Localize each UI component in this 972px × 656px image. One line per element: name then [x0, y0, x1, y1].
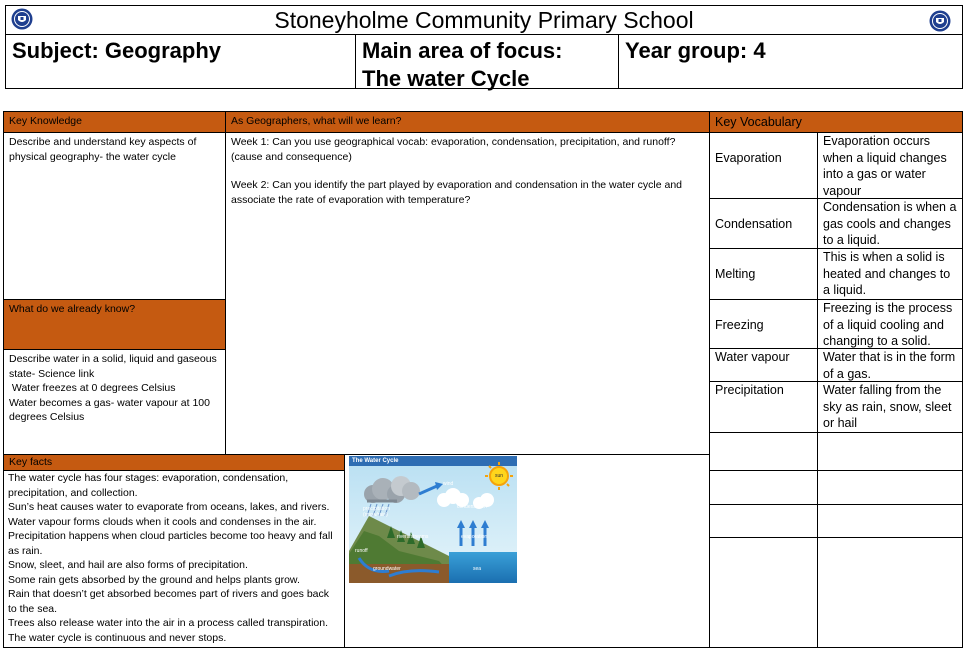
- already-know-body: [3, 349, 226, 455]
- vocab-term: Freezing: [709, 299, 818, 349]
- vocab-empty-cell: [709, 504, 818, 538]
- learn-week-2: Week 2: Can you identify the part played by evaporation and condensation in the water cycle and associate the rate of evaporation with temperature?: [231, 179, 683, 206]
- vocab-empty-cell: [709, 537, 818, 648]
- header-title-box: [5, 5, 963, 35]
- focus-cell: [355, 34, 619, 89]
- vocab-definition: Evaporation occurs when a liquid changes into a gas or water vapour: [817, 132, 963, 199]
- vocab-empty-cell: [709, 432, 818, 471]
- already-know-heading: What do we already know?: [3, 299, 226, 350]
- label-sea: sea: [473, 566, 482, 572]
- label-sun: sun: [495, 473, 504, 479]
- subject-label: Subject: Geography: [12, 38, 222, 63]
- label-condensation: condensation: [457, 504, 487, 510]
- already-know-line: Water freezes at 0 degrees Celsius: [9, 382, 176, 394]
- school-name: Stoneyholme Community Primary School: [274, 7, 694, 33]
- focus-line-2: The water Cycle: [362, 66, 530, 91]
- key-fact: Snow, sleet, and hail are also forms of precipitation.: [8, 559, 248, 571]
- key-fact: Trees also release water into the air in a process called transpiration.: [8, 617, 329, 629]
- key-fact: Some rain gets absorbed by the ground and helps plants grow.: [8, 573, 300, 586]
- key-knowledge-text: Describe and understand key aspects of physical geography- the water cycle: [3, 132, 226, 300]
- school-crest-icon-left: [11, 8, 33, 30]
- key-facts-heading: Key facts: [3, 454, 345, 471]
- label-wind: wind: [443, 481, 454, 487]
- vocab-empty-cell: [817, 432, 963, 471]
- already-know-line: Water becomes a gas- water vapour at 100 degrees Celsius: [9, 396, 210, 423]
- vocab-empty-cell: [817, 537, 963, 648]
- key-fact: Water vapour forms clouds when it cools and condenses in the air.: [8, 515, 317, 528]
- label-groundwater: groundwater: [373, 566, 401, 572]
- label-precipitation: precipitation (snow/rain): [363, 506, 390, 518]
- vocab-empty-cell: [709, 470, 818, 505]
- vocab-term: Water vapour: [709, 348, 818, 382]
- vocab-definition: This is when a solid is heated and changes to a liquid.: [817, 248, 963, 300]
- focus-line-1: Main area of focus:: [362, 38, 563, 63]
- vocab-empty-cell: [817, 504, 963, 538]
- vocab-definition: Water that is in the form of a gas.: [817, 348, 963, 382]
- key-fact: Precipitation happens when cloud particles become too heavy and fall as rain.: [8, 530, 333, 557]
- key-knowledge-heading: Key Knowledge: [3, 111, 226, 133]
- water-cycle-diagram: [349, 456, 517, 583]
- key-facts-body: [3, 470, 345, 648]
- key-fact: Rain that doesn’t get absorbed becomes part of rivers and goes back to the sea.: [8, 588, 330, 615]
- vocabulary-heading: Key Vocabulary: [709, 111, 963, 133]
- learn-week-1: Week 1: Can you use geographical vocab: evaporation, condensation, precipitation, and runoff?(cause and consequence): [231, 136, 676, 163]
- label-runoff: runoff: [355, 548, 368, 554]
- already-know-line: Describe water in a solid, liquid and gaseous state- Science link: [9, 353, 217, 380]
- subject-cell: [5, 34, 356, 89]
- learn-heading: As Geographers, what will we learn?: [225, 111, 710, 133]
- vocab-term: Evaporation: [709, 132, 818, 199]
- key-fact: Sun’s heat causes water to evaporate from oceans, lakes, and rivers.: [8, 501, 330, 513]
- vocab-term: Precipitation: [709, 381, 818, 433]
- diagram-title: The Water Cycle: [352, 458, 399, 464]
- label-evaporation: evaporation: [461, 534, 488, 540]
- vocab-term: Condensation: [709, 198, 818, 249]
- label-rivers: rivers/streams: [397, 534, 429, 540]
- year-group-cell: [618, 34, 963, 89]
- school-crest-icon-right: [929, 10, 951, 32]
- vocab-empty-cell: [817, 470, 963, 505]
- vocab-definition: Water falling from the sky as rain, snow, sleet or hail: [817, 381, 963, 433]
- key-fact: The water cycle has four stages: evaporation, condensation, precipitation, and collection.: [8, 472, 289, 499]
- key-fact: The water cycle is continuous and never stops.: [8, 631, 227, 644]
- vocab-definition: Condensation is when a gas cools and changes to a liquid.: [817, 198, 963, 249]
- learn-body: [225, 132, 710, 455]
- vocab-definition: Freezing is the process of a liquid cooling and changing to a solid.: [817, 299, 963, 349]
- vocab-term: Melting: [709, 248, 818, 300]
- year-group-label: Year group: 4: [625, 38, 766, 63]
